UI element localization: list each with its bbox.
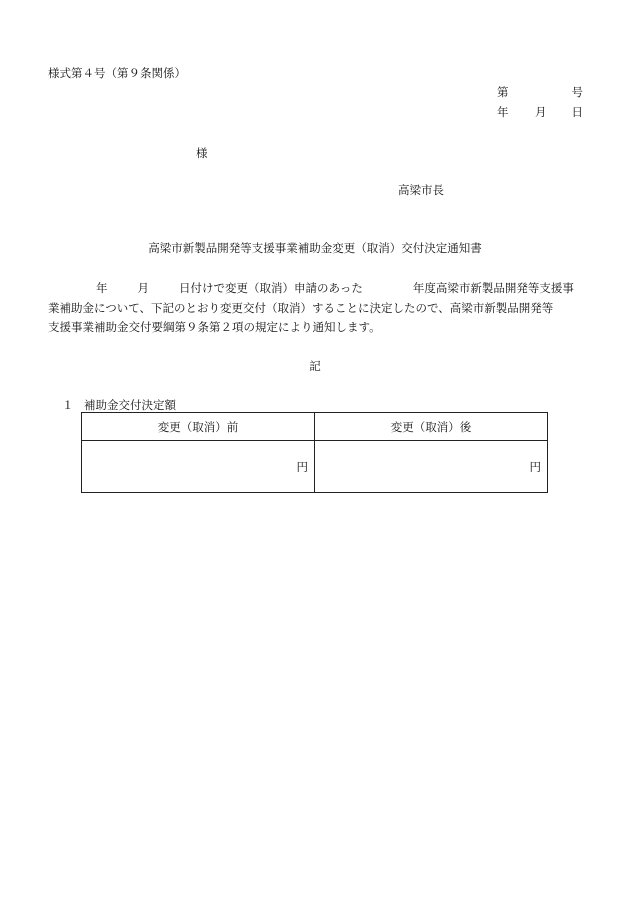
date-day-label: 日 <box>571 105 583 119</box>
table-row <box>82 441 548 493</box>
body-text <box>48 279 588 338</box>
header-before-change: 変更（取消）前 <box>82 413 315 441</box>
body-line-3: 支援事業補助金交付要綱第９条第２項の規定により通知します。 <box>48 320 381 334</box>
body-month-label: 月 <box>137 281 149 295</box>
body-line-2: 業補助金について、下記のとおり変更交付（取消）することに決定したので、高梁市新製品開発等 <box>48 300 554 315</box>
document-number-suffix: 号 <box>571 85 583 99</box>
section-1-heading <box>62 397 176 413</box>
addressee-suffix: 様 <box>196 146 208 160</box>
amount-after-cell: 円 <box>315 441 548 493</box>
table-header-row <box>82 413 548 441</box>
date-year-label: 年 <box>497 105 509 119</box>
form-number: 様式第４号（第９条関係） <box>48 66 186 80</box>
body-year-label: 年 <box>96 281 108 295</box>
document-title: 高梁市新製品開発等支援事業補助金変更（取消）交付決定通知書 <box>148 241 482 255</box>
section-1-label: 補助金交付決定額 <box>84 398 176 412</box>
body-line1-tail: 年度高梁市新製品開発等支援事 <box>412 281 574 295</box>
document-number-prefix: 第 <box>497 85 509 99</box>
amount-table <box>81 412 548 493</box>
body-line-1 <box>48 279 588 299</box>
issuer: 高梁市長 <box>398 183 444 197</box>
date-month-label: 月 <box>535 105 547 119</box>
ki-heading: 記 <box>309 359 321 373</box>
header-after-change: 変更（取消）後 <box>315 413 548 441</box>
section-1-number: １ <box>62 398 74 412</box>
amount-before-cell: 円 <box>82 441 315 493</box>
body-day-text: 日付けで変更（取消）申請のあった <box>179 281 363 295</box>
